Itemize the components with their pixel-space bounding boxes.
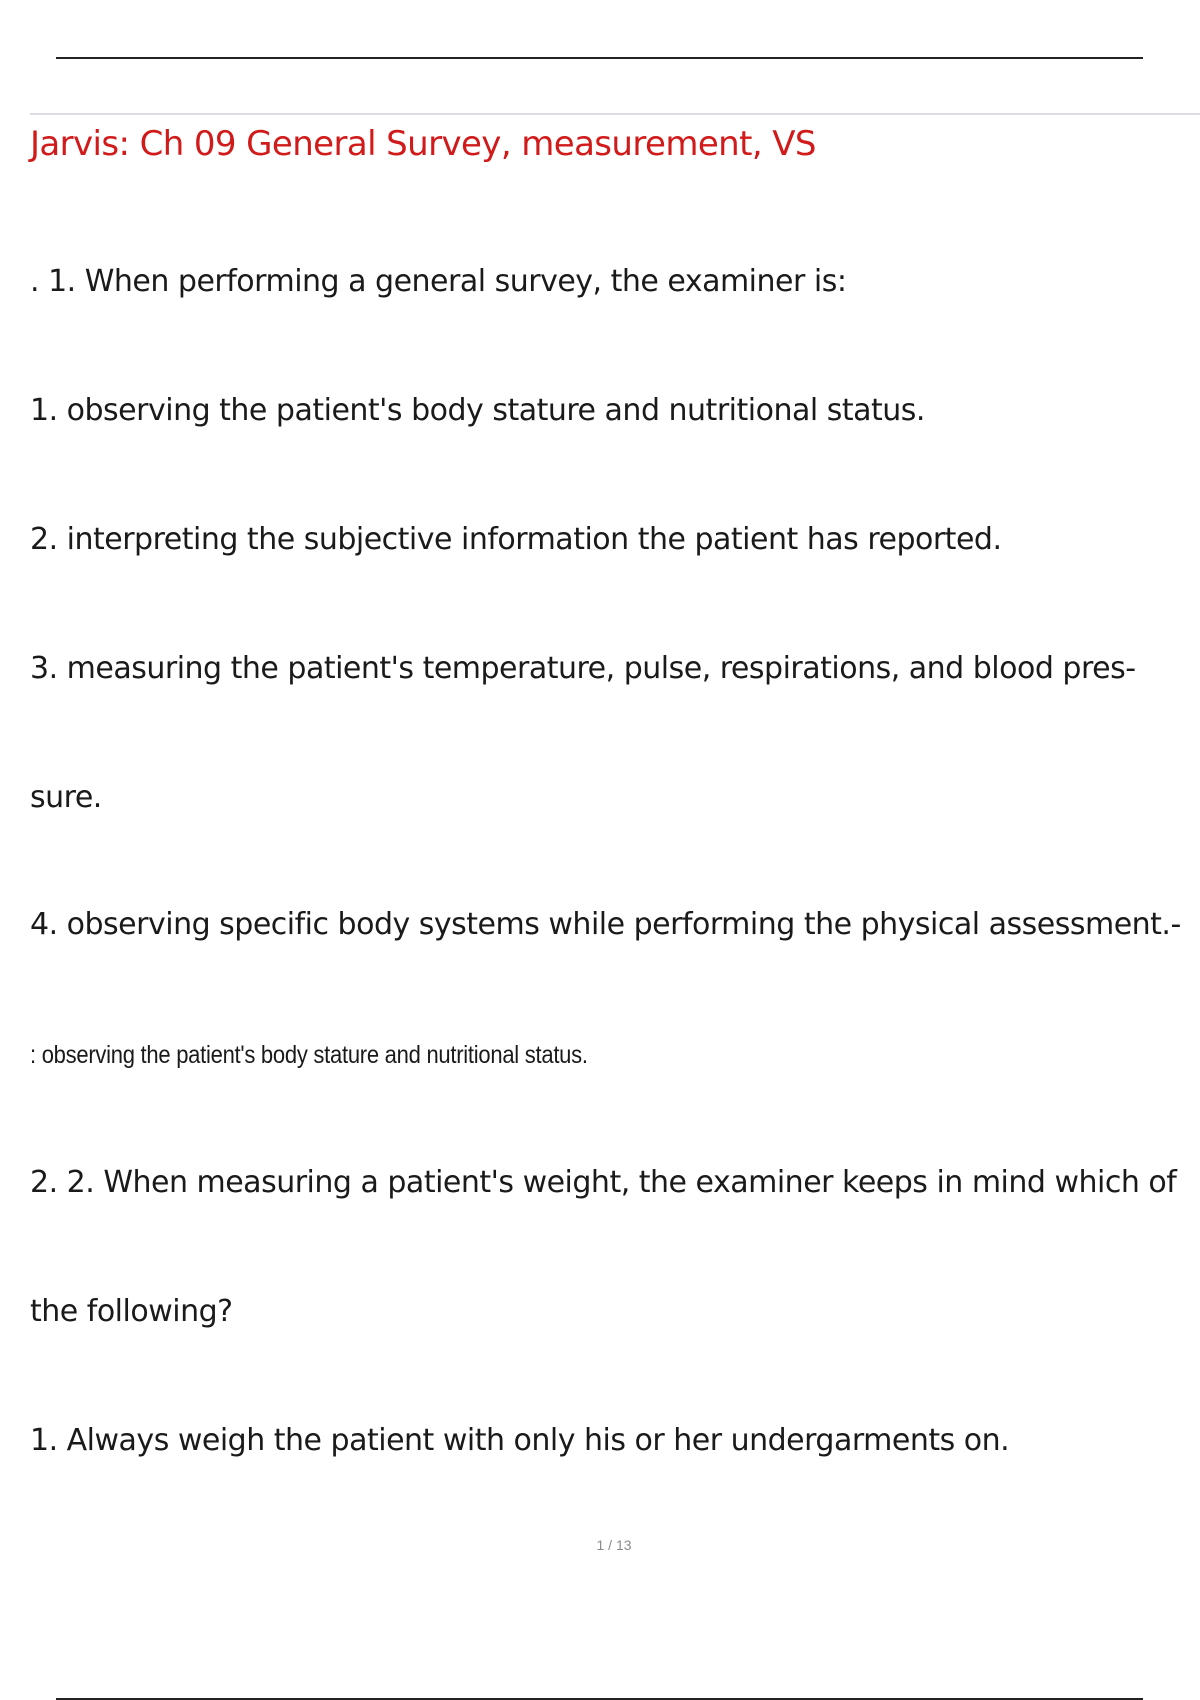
question-1-option-1: 1. observing the patient's body stature and nutritional status. [30,393,925,428]
document-title: Jarvis: Ch 09 General Survey, measurement, VS [30,124,816,164]
question-1-option-4: 4. observing specific body systems while performing the physical assessment.- [30,907,1181,942]
title-divider [30,113,1200,115]
question-1-prompt: . 1. When performing a general survey, the examiner is: [30,264,847,299]
question-1-option-2: 2. interpreting the subjective information the patient has reported. [30,522,1002,557]
question-2-option-1: 1. Always weigh the patient with only his or her undergarments on. [30,1423,1010,1458]
page-number: 1 / 13 [596,1537,632,1553]
page-top-rule [56,57,1143,59]
question-2-prompt-continued: the following? [30,1294,233,1329]
question-1-option-3-continued: sure. [30,780,102,815]
question-1-answer: : observing the patient's body stature and nutritional status. [30,1041,588,1069]
question-2-prompt: 2. 2. When measuring a patient's weight, the examiner keeps in mind which of [30,1165,1177,1200]
question-1-option-3: 3. measuring the patient's temperature, pulse, respirations, and blood pres- [30,651,1136,686]
